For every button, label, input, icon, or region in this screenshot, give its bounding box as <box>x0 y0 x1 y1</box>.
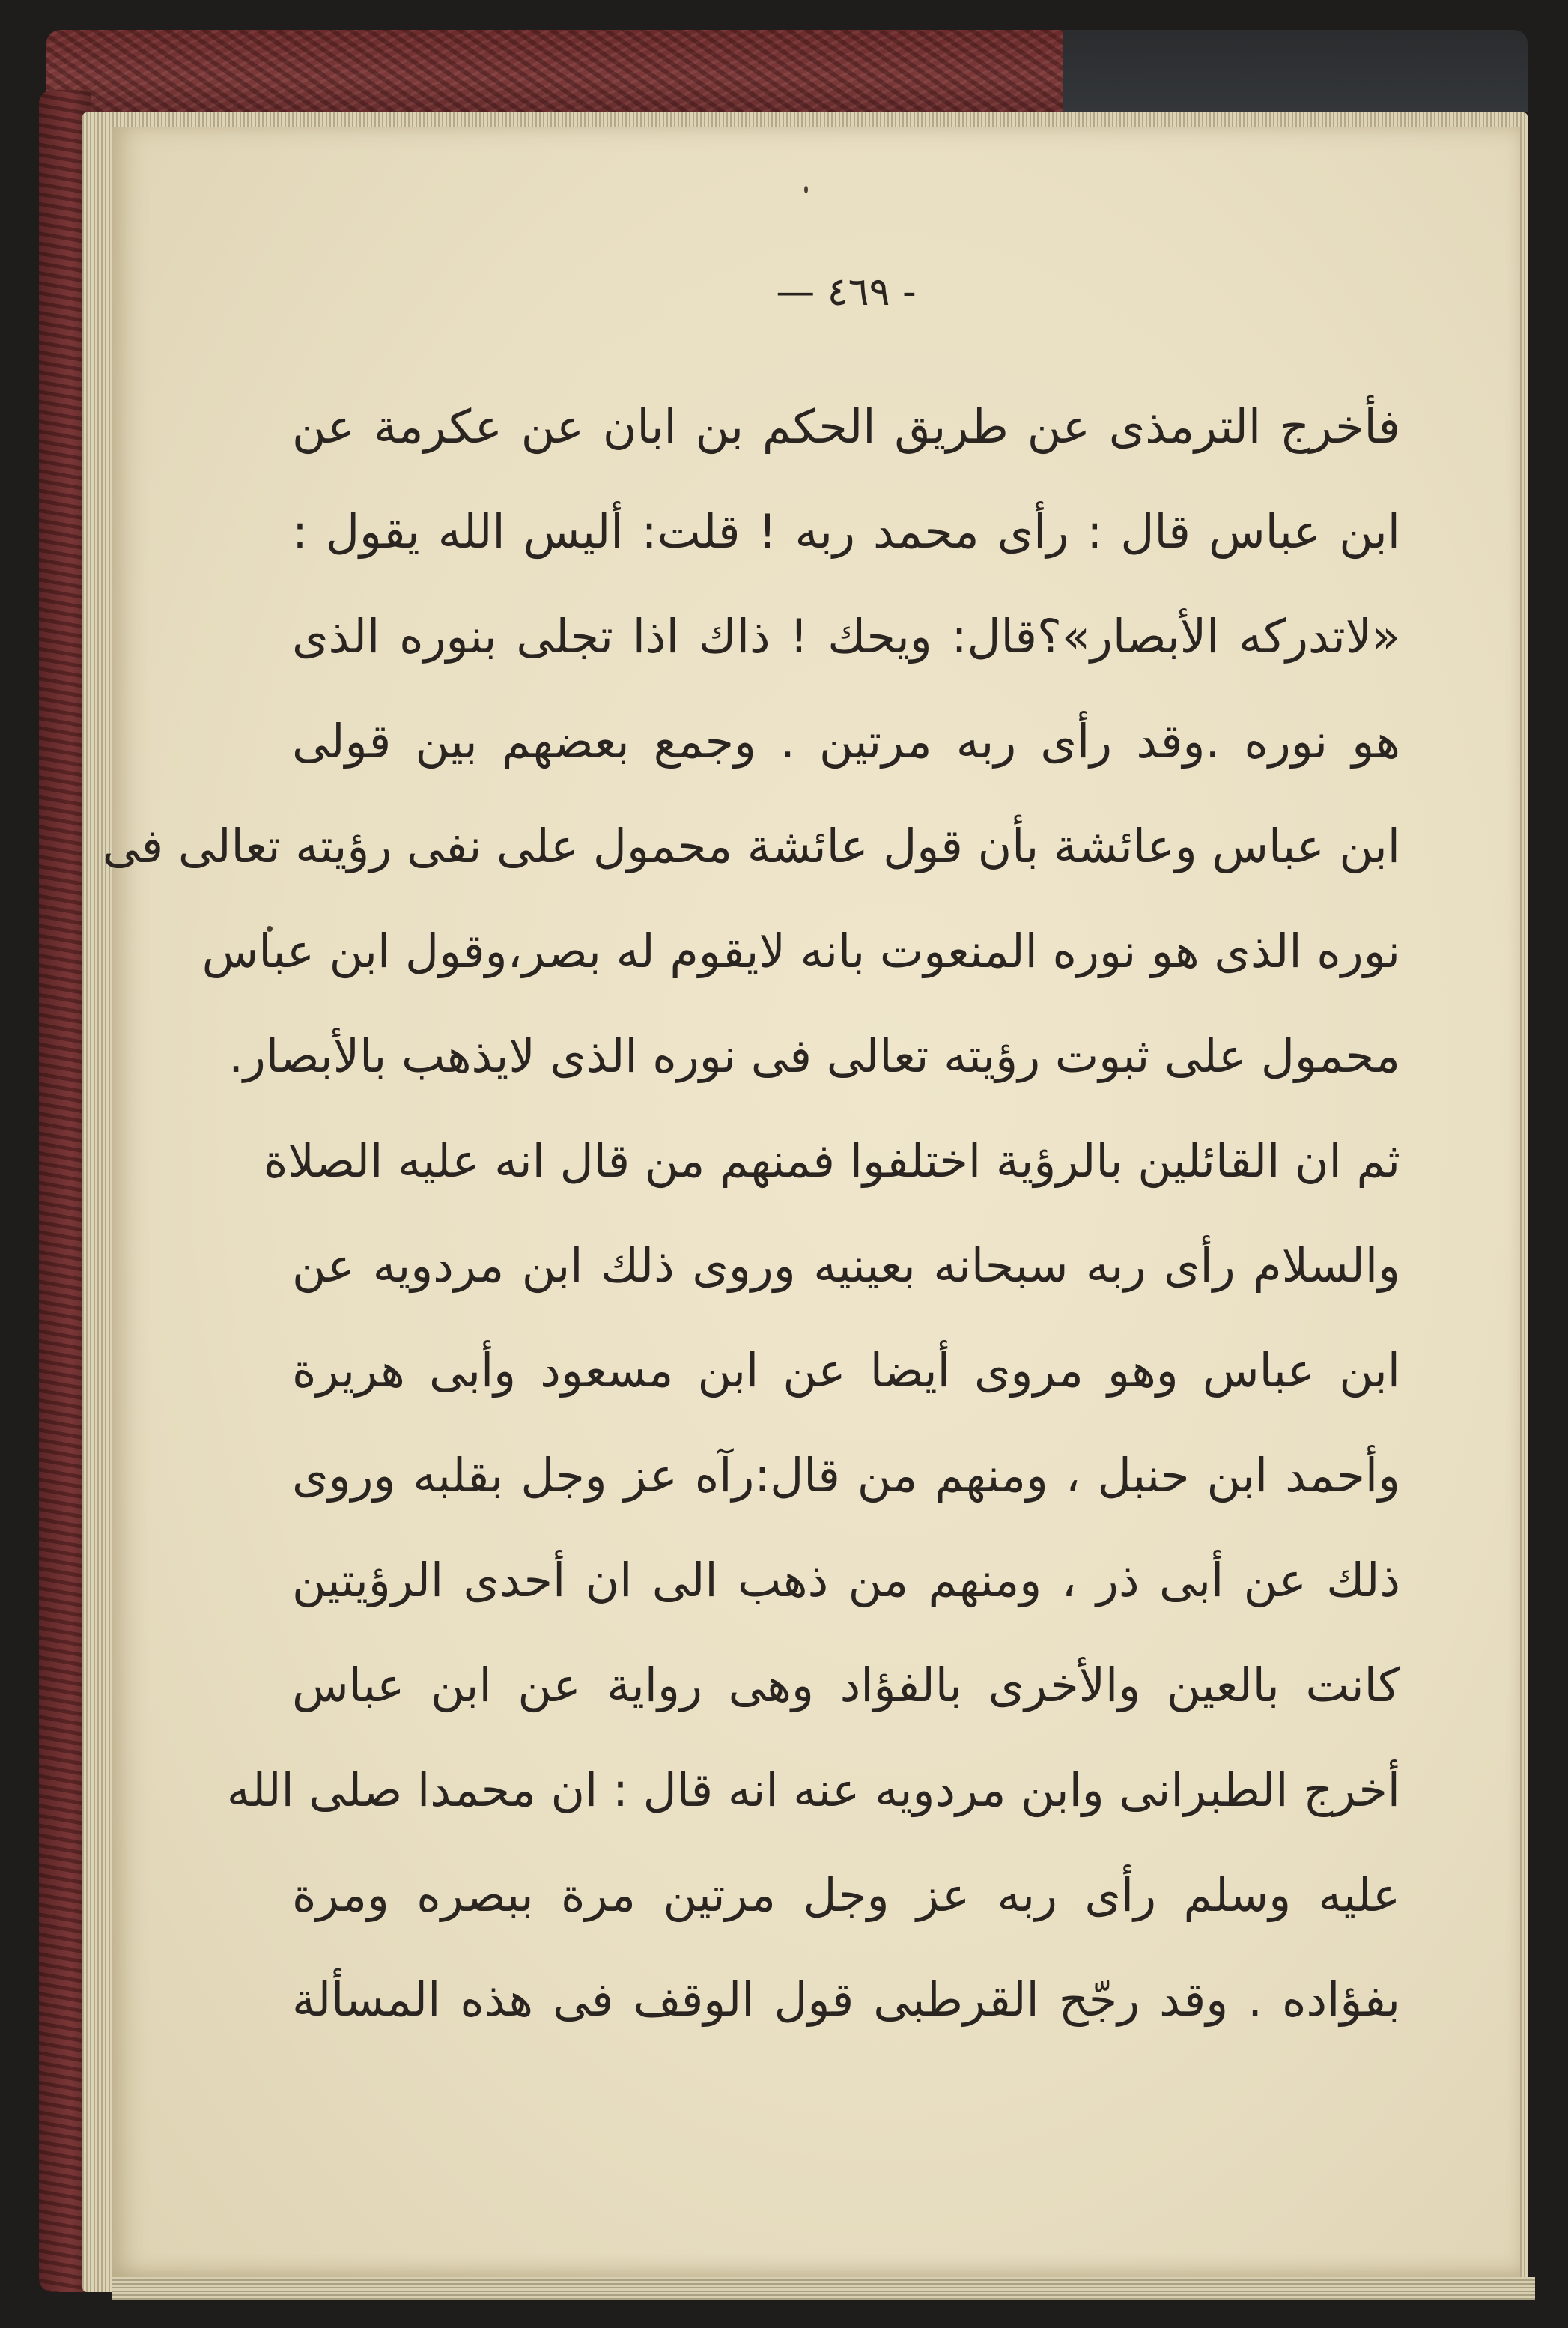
text-line-14: أخرج الطبرانى وابن مردويه عنه انه قال : ان محمدا صلى الله <box>226 1762 1400 1817</box>
text-line-5: ابن عباس وعائشة بأن قول عائشة محمول على نفى رؤيته تعالى فى <box>102 819 1400 873</box>
text-line-8: ثم ان القائلين بالرؤية اختلفوا فمنهم من قال انه عليه الصلاة <box>263 1133 1400 1188</box>
text-line-13: كانت بالعين والأخرى بالفؤاد وهى رواية عن ابن عباس <box>292 1658 1400 1712</box>
text-line-1: فأخرج الترمذى عن طريق الحكم بن ابان عن عكرمة عن <box>292 399 1400 454</box>
text-line-4: هو نوره .وقد رأى ربه مرتين . وجمع بعضهم بين قولى <box>292 714 1400 769</box>
page-text <box>102 375 1400 2052</box>
text-line-6: نوره الذى هو نوره المنعوت بانه لايقوم له بصر،وقول ابن عباس <box>201 924 1400 978</box>
text-line-16: بفؤاده . وقد رجّح القرطبى قول الوقف فى هذه المسألة <box>292 1972 1400 2027</box>
text-line-15: عليه وسلم رأى ربه عز وجل مرتين مرة ببصره ومرة <box>292 1867 1400 1922</box>
text-line-2: ابن عباس قال : رأى محمد ربه ! قلت: أليس الله يقول : <box>292 504 1400 559</box>
text-line-10: ابن عباس وهو مروى أيضا عن ابن مسعود وأبى هريرة <box>292 1343 1400 1398</box>
page-block-bottom-edge <box>112 2277 1535 2300</box>
text-line-12: ذلك عن أبى ذر ، ومنهم من ذهب الى ان أحدى الرؤيتين <box>292 1553 1400 1607</box>
text-line-3: «لاتدركه الأبصار»؟قال: ويحك ! ذاك اذا تجلى بنوره الذى <box>292 609 1400 664</box>
text-line-9: والسلام رأى ربه سبحانه بعينيه وروى ذلك ابن مردويه عن <box>292 1238 1400 1293</box>
text-line-11: وأحمد ابن حنبل ، ومنهم من قال:رآه عز وجل بقلبه وروى <box>292 1448 1400 1503</box>
text-line-7: محمول على ثبوت رؤيته تعالى فى نوره الذى لايذهب بالأبصار. <box>228 1028 1400 1083</box>
book-cover-cloth <box>1063 30 1528 112</box>
ink-speck <box>804 186 808 193</box>
page-number: — ٤٦٩ - <box>776 270 917 315</box>
